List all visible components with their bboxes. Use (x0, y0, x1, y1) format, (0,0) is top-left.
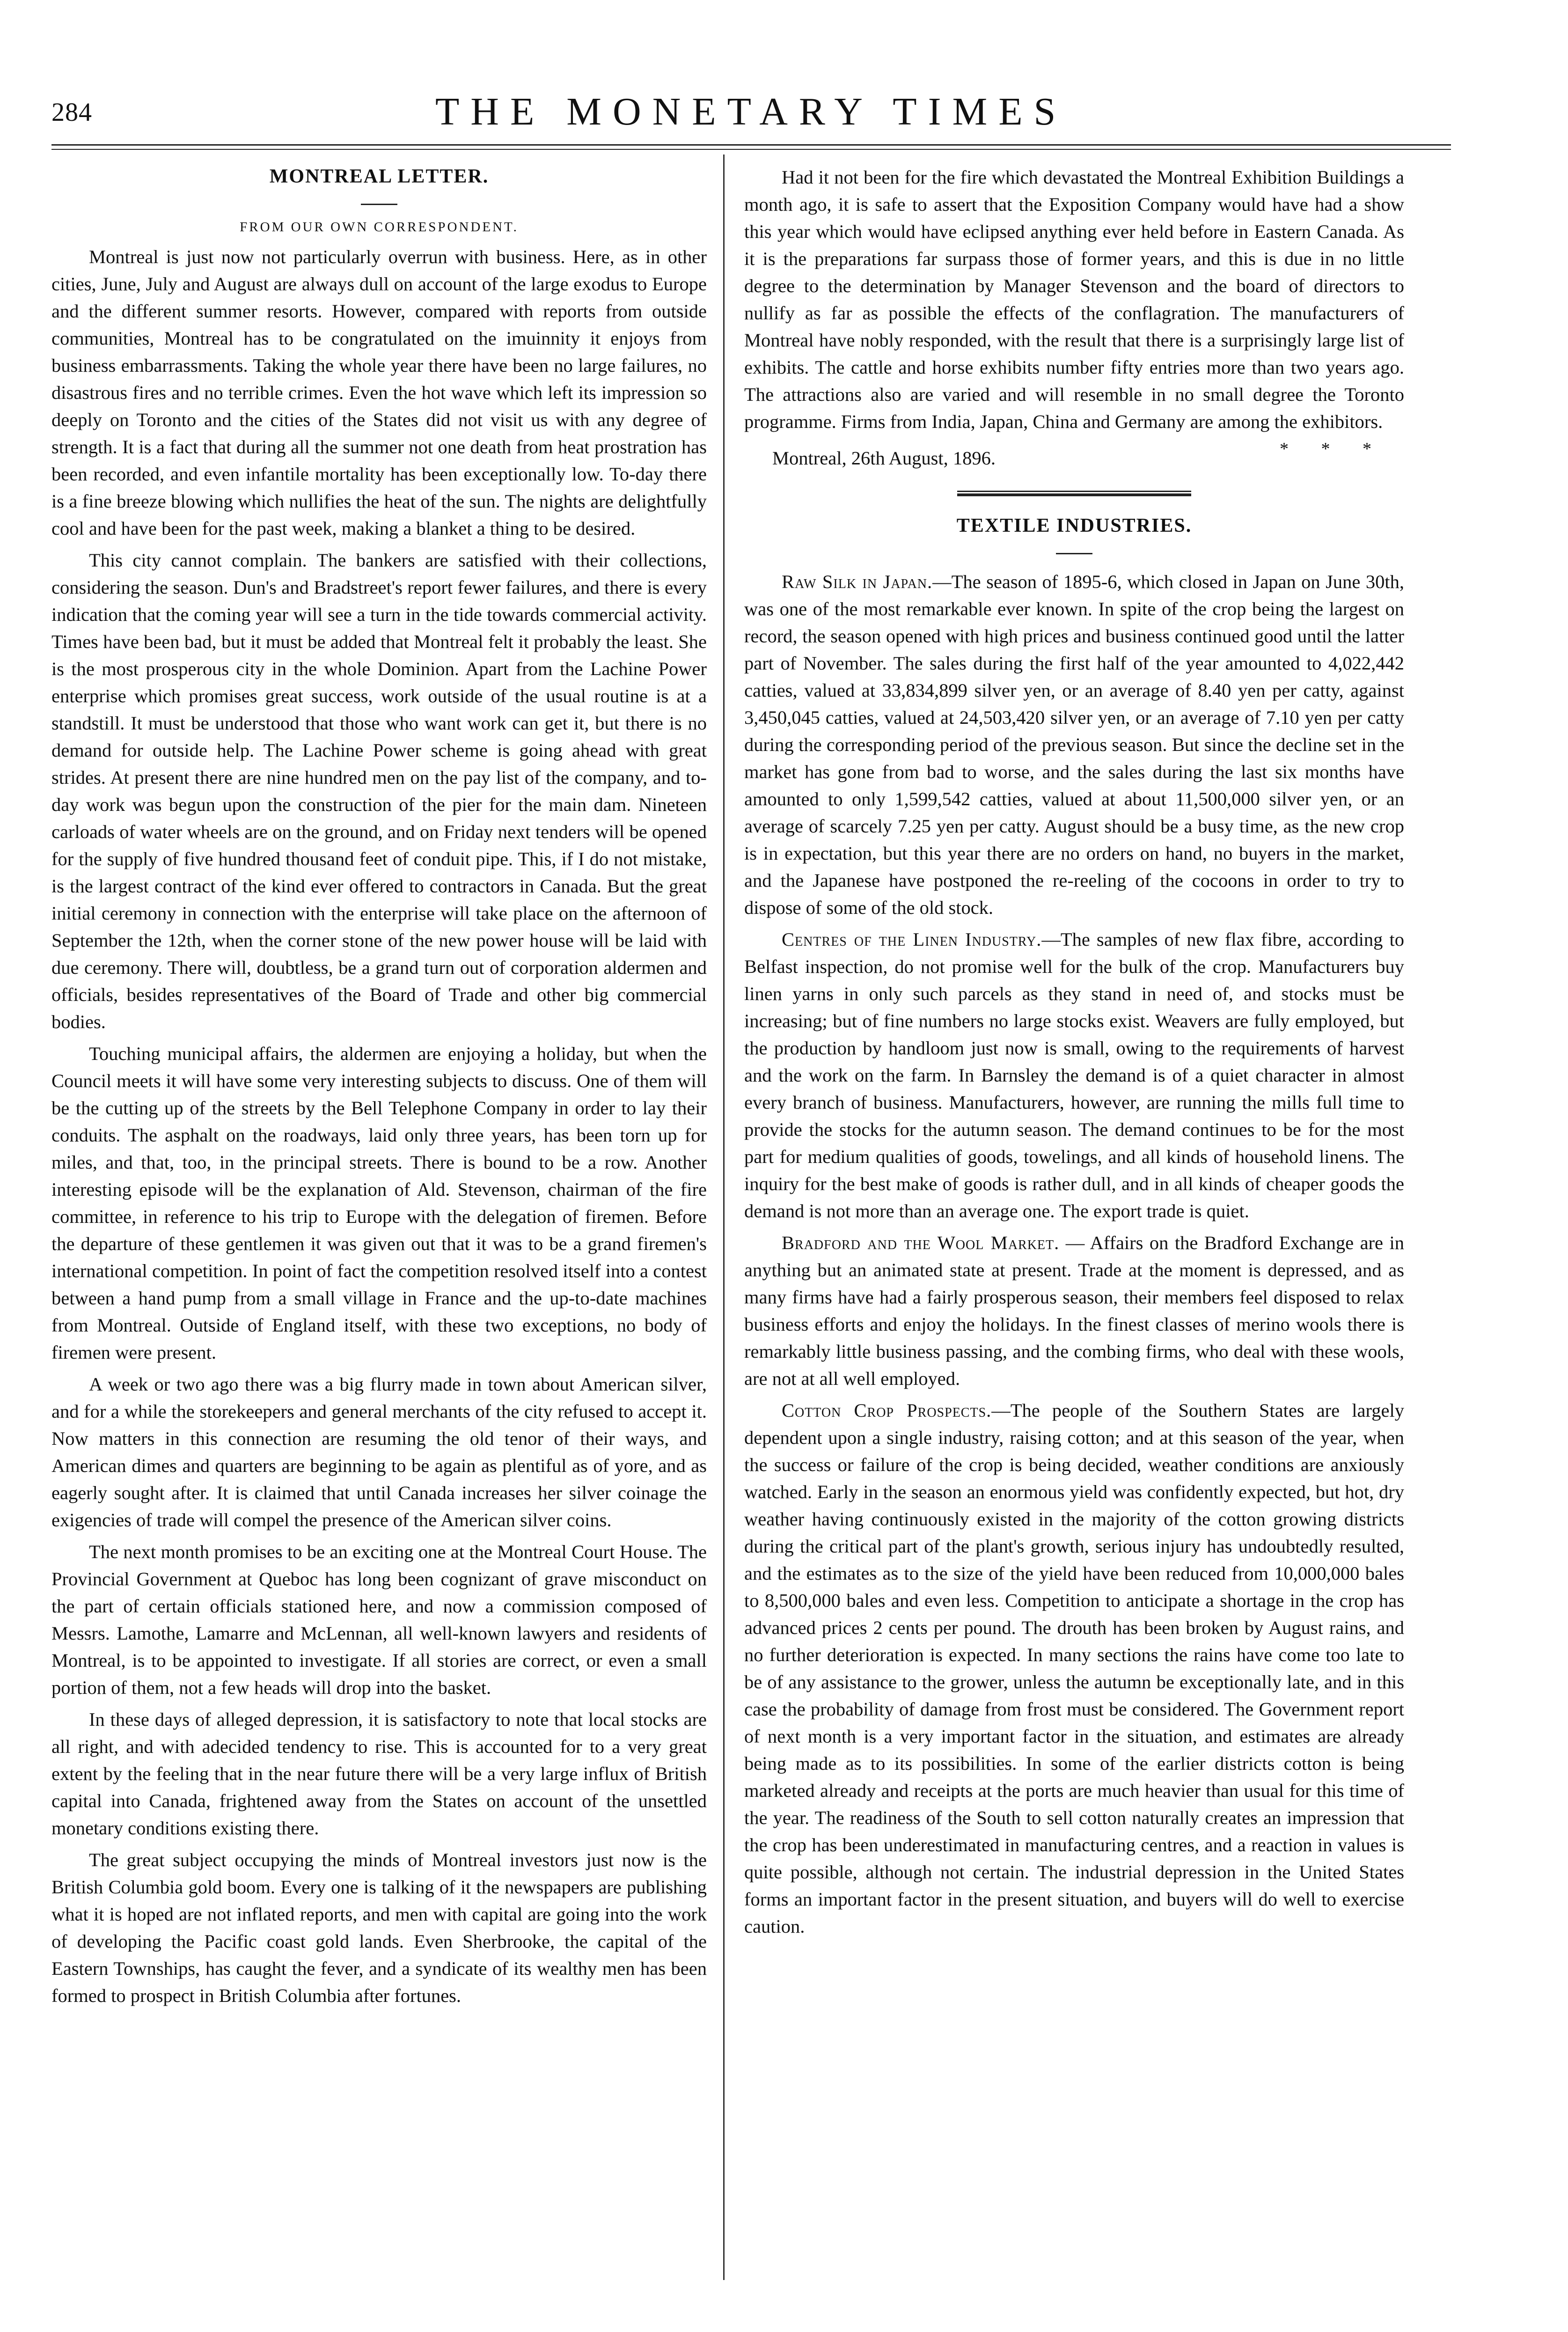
paragraph: Montreal is just now not particularly overrun with business. Here, as in other cities, June, July and August are always dull on account of the large exodus to Europe and the different summer resorts. However, compared with reports from outside communities, Montreal has to be congratulated on the imuinnity it enjoys from business embarrassments. Taking the whole year there have been no large failures, no disastrous fires and no terrible crimes. Even the hot wave which left its impression so deeply on Toronto and the cities of the States did not visit us with any degree of strength. It is a fact that during all the summer not one death from heat prostration has been recorded, and even infantile mortality has been exceptionally low. To-day there is a fine breeze blowing which nullifies the heat of the sun. The nights are delightfully cool and have been for the past week, making a blanket a thing to be desired. (51, 246, 707, 539)
textile-section-wool (744, 1229, 1404, 1392)
paragraph: The next month promises to be an exciting one at the Montreal Court House. The Provincial Government at Queboc has long been cognizant of grave misconduct on the part of certain officials stationed here, and now a commission composed of Messrs. Lamothe, Lamarre and McLennan, all well-known lawyers and residents of Montreal, is to be appointed to investigate. If all stories are correct, or even a small portion of them, not a few heads will drop into the basket. (51, 1541, 707, 1699)
section-title: Raw Silk in Japan. (782, 571, 933, 592)
page-number: 284 (51, 98, 92, 127)
article-heading-textile-industries: TEXTILE INDUSTRIES. (956, 515, 1192, 537)
paragraph: The great subject occupying the minds of Montreal investors just now is the British Columbia gold boom. Every one is talking of it the newspapers are publishing what it is hoped are not inflated reports, and men with capital are going into the work of developing the Pacific coast gold lands. Even Sherbrooke, the capital of the Eastern Townships, has caught the fever, and a syndicate of its wealthy men has been formed to prospect in British Columbia after fortunes. (51, 1849, 707, 2007)
textile-section-raw-silk (744, 568, 1404, 921)
article-separator (957, 491, 1191, 496)
section-title: Bradford and the Wool Market. (782, 1232, 1060, 1253)
heading-rule (361, 204, 397, 205)
heading-rule (1056, 553, 1092, 554)
right-column (744, 164, 1404, 1940)
paragraph: A week or two ago there was a big flurry made in town about American silver, and for a while the storekeepers and general merchants of the city refused to accept it. Now matters in this connection are resuming the old tenor of their ways, and American dimes and quarters are beginning to be again as plentiful as of yore, and as eagerly sought after. It is claimed that until Canada increases her silver coinage the exigencies of trade will compel the presence of the American silver coins. (51, 1374, 707, 1531)
page-header (51, 89, 1456, 136)
article-dateline: Montreal, 26th August, 1896. (772, 448, 996, 469)
section-text: —The season of 1895-6, which closed in Japan on June 30th, was one of the most remarkable ever known. In spite of the crop being the largest on record, the season opened with high prices and business continued good until the latter part of November. The sales during the first half of the year amounted to 4,022,442 catties, valued at 33,834,899 silver yen, or an average of 8.40 yen per catty, against 3,450,045 catties, valued at 24,503,420 silver yen, or an average of 7.10 yen per catty during the corresponding period of the previous season. But since the decline set in the market has gone from bad to worse, and the sales during the last six months have amounted to only 1,599,542 catties, valued at about 11,500,000 silver yen, or an average of scarcely 7.25 yen per catty. August should be a busy time, as the new crop is in expectation, but this year there are no orders on hand, no buyers in the market, and the Japanese have postponed the re-reeling of the cocoons in order to try to dispose of some of the old stock. (744, 571, 1405, 918)
section-text: — Affairs on the Bradford Exchange are in anything but an animated state at present. Trade at the moment is depressed, and as many firms have had a fairly prosperous season, their members feel disposed to relax business efforts and enjoy the holidays. In the finest classes of merino wools there is remarkably little business passing, and the combing firms, who deal with these wools, are not at all well employed. (744, 1232, 1404, 1389)
section-text: —The people of the Southern States are largely dependent upon a single industry, raising cotton; and at this season of the year, when the success or failure of the crop is being decided, weather conditions are anxiously watched. Early in the season an enormous yield was confidently expected, but hot, dry weather having continuously existed in the majority of the cotton growing districts during the critical part of the plant's growth, serious injury has undoubtedly resulted, and the estimates as to the size of the yield have been reduced from 10,000,000 bales to 8,500,000 bales and even less. Competition to anticipate a shortage in the crop has advanced prices 2 cents per pound. The drouth has been broken by August rains, and no further deterioration is expected. In many sections the rains have come too late to be of any assistance to the grower, unless the autumn be exceptionally late, and in this case the probability of damage from frost must be considered. The Government report of next month is a very important factor in the situation, and estimates are already being made as to its possibilities. In some of the earlier districts cotton is being marketed already and receipts at the ports are much heavier than usual for this time of the year. The readiness of the South to sell cotton naturally creates an impression that the crop has been underestimated in manufacturing centres, and a reaction in values is quite possible, although not certain. The industrial depression in the United States forms an important factor in the present situation, and buyers will do well to exercise caution. (744, 1399, 1404, 1937)
paragraph-text: Had it not been for the fire which devastated the Montreal Exhibition Buildings a month ago, it is safe to assert that the Exposition Company would have had a show this year which would have eclipsed anything ever held before in Eastern Canada. As it is the preparations far surpass those of former years, and this is due in no little degree to the determination by Manager Stevenson and the board of directors to nullify as far as possible the effects of the conflagration. The manufacturers of Montreal have nobly responded, with the result that there is a surprisingly large list of exhibits. The cattle and horse exhibits number fifty entries more than two years ago. The attractions also are varied and will resemble in no small degree the Toronto programme. Firms from India, Japan, China and Germany are among the exhibitors. (744, 167, 1404, 432)
paragraph: Touching municipal affairs, the aldermen are enjoying a holiday, but when the Council meets it will have some very interesting subjects to discuss. One of them will be the cutting up of the streets by the Bell Telephone Company in order to lay their conduits. The asphalt on the roadways, laid only three years, has been torn up for miles, and that, too, in the principal streets. There is bound to be a row. Another interesting episode will be the explanation of Ald. Stevenson, chairman of the fire committee, in reference to his trip to Europe with the delegation of firemen. Before the departure of these gentlemen it was given out that it was to be a grand firemen's international competition. In point of fact the competition resolved itself into a contest between a hand pump from a small village in France and the up-to-date machines from Montreal. Outside of England itself, with these two exceptions, no body of firemen were present. (51, 1043, 707, 1363)
article-heading-montreal-letter: MONTREAL LETTER. (269, 166, 489, 187)
column-divider (723, 154, 725, 2280)
paragraph: This city cannot complain. The bankers are satisfied with their collections, considering the season. Dun's and Bradstreet's report fewer failures, and there is every indication that the coming year will see a turn in the tide towards commercial activity. Times have been bad, but it must be added that Montreal felt it probably the least. She is the most prosperous city in the whole Dominion. Apart from the Lachine Power enterprise which promises great success, work outside of the usual routine is at a standstill. It must be understood that those who want work can get it, but there is no demand for outside help. The Lachine Power scheme is going ahead with great strides. At present there are nine hundred men on the pay list of the company, and to-day work was begun upon the construction of the pier for the main dam. Nineteen carloads of water wheels are on the ground, and on Friday next tenders will be opened for the supply of five hundred thousand feet of conduit pipe. This, if I do not mistake, is the largest contract of the kind ever offered to contractors in Canada. But the great initial ceremony in connection with the enterprise will take place on the afternoon of September the 12th, when the corner stone of the new power house will be laid with due ceremony. There will, doubtless, be a grand turn out of corporation aldermen and officials, besides representatives of the Board of Trade and other big commercial bodies. (51, 550, 707, 1033)
section-title: Centres of the Linen Industry. (782, 928, 1042, 950)
left-column (51, 164, 707, 2009)
section-text: —The samples of new flax fibre, according to Belfast inspection, do not promise well for the bulk of the crop. Manufacturers buy linen yarns in only such parcels as they stand in need of, and stocks must be increasing; but of fine numbers no large stocks exist. Weavers are fully employed, but the production by handloom just now is small, owing to the requirements of harvest and the work on the farm. In Barnsley the demand is of a quiet character in almost every branch of business. Manufacturers, however, are running the mills full time to provide the stocks for the autumn season. The demand continues to be for the most part for medium qualities of goods, towelings, and all kinds of household linens. The inquiry for the best make of goods is rather dull, and in all kinds of cheaper goods the demand is not more than an average one. The export trade is quiet. (744, 928, 1404, 1221)
section-stars: * * * (1280, 439, 1385, 459)
section-title: Cotton Crop Prospects. (782, 1399, 992, 1421)
publication-title: THE MONETARY TIMES (435, 90, 1067, 133)
textile-section-cotton (744, 1397, 1404, 1940)
textile-section-linen (744, 926, 1404, 1225)
header-rule (51, 144, 1451, 150)
article-byline: FROM OUR OWN CORRESPONDENT. (240, 219, 519, 235)
paragraph: In these days of alleged depression, it is satisfactory to note that local stocks are all right, and with adecided tendency to rise. This is accounted for to a very great extent by the feeling that in the near future there will be a very large influx of British capital into Canada, frightened away from the States on account of the unsettled monetary conditions existing there. (51, 1709, 707, 1839)
